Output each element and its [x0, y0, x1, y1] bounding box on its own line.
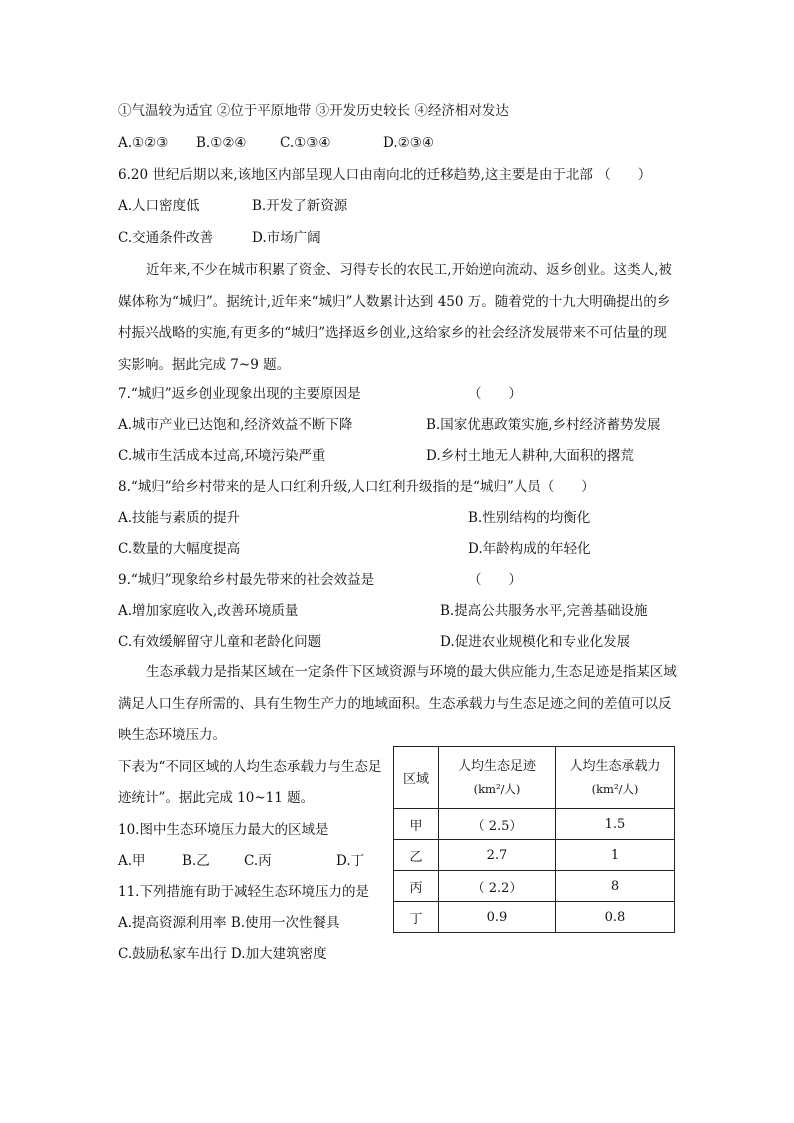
q8-stem: 8.“城归”给乡村带来的是人口红利升级,人口红利升级指的是“城归”人员（ ） — [118, 479, 595, 495]
q6-choice-c: C.交通条件改善 — [118, 230, 214, 246]
q9-stem-line — [118, 570, 678, 590]
cell-footprint: 0.9 — [439, 902, 556, 933]
q6-choice-a: A.人口密度低 — [118, 198, 200, 214]
header-footprint-unit: (km²/人) — [473, 781, 521, 796]
q9-choice-b: B.提高公共服务水平,完善基础设施 — [440, 603, 648, 619]
q7-stem-line — [118, 384, 678, 404]
q10-choice-b: B.乙 — [182, 853, 210, 869]
q7-stem: 7.“城归”返乡创业现象出现的主要原因是 — [118, 386, 361, 402]
q6-row2 — [118, 228, 678, 248]
passage-chenggui: 近年来,不少在城市积累了资金、习得专长的农民工,开始逆向流动、返乡创业。这类人,被媒体称为“城归”。据统计,近年来“城归”人数累计达到 450 万。随着党的十九大明确提出的乡村振兴战略的实施,有更多的“城归”选择返乡创业,这给家乡的社会经济发展带来不可估量的现实影响。据此完成 7~9 题。 — [118, 262, 672, 373]
q9-row2 — [118, 632, 678, 652]
q7-row2 — [118, 446, 678, 466]
q5-options-line: ①气温较为适宜 ②位于平原地带 ③开发历史较长 ④经济相对发达 — [118, 103, 509, 119]
header-footprint — [439, 747, 556, 809]
q7-choice-b: B.国家优惠政策实施,乡村经济蓄势发展 — [426, 417, 661, 433]
table-header-row — [394, 747, 675, 809]
cell-capacity: 0.8 — [556, 902, 675, 933]
cell-region: 丙 — [394, 871, 439, 902]
q5-choice-c: C.①③④ — [280, 135, 331, 151]
q9-choice-d: D.促进农业规模化和专业化发展 — [440, 634, 631, 650]
q9-choice-a: A.增加家庭收入,改善环境质量 — [118, 603, 299, 619]
q7-choice-d: D.乡村土地无人耕种,大面积的撂荒 — [426, 448, 634, 464]
passage-ecology: 生态承载力是指某区域在一定条件下区域资源与环境的最大供应能力,生态足迹是指某区域满足人口生存所需的、具有生物生产力的地域面积。生态承载力与生态足迹之间的差值可以反映生态环境压力。 — [118, 664, 677, 744]
table-row — [394, 809, 675, 840]
q6-stem: 6.20 世纪后期以来,该地区内部呈现人口由南向北的迁移趋势,这主要是由于北部 （ ） — [118, 167, 652, 183]
header-footprint-label: 人均生态足迹 — [457, 758, 536, 774]
q7-row1 — [118, 415, 678, 435]
cell-footprint: 2.7 — [439, 840, 556, 871]
ecology-table — [393, 746, 675, 933]
q6-choice-b: B.开发了新资源 — [252, 198, 348, 214]
cell-region: 甲 — [394, 809, 439, 840]
q5-choice-b: B.①②④ — [196, 135, 247, 151]
q8-choice-b: B.性别结构的均衡化 — [468, 510, 591, 526]
q10-choice-d: D.丁 — [336, 853, 365, 869]
q9-answer-paren: （ ） — [468, 572, 522, 588]
cell-region: 丁 — [394, 902, 439, 933]
table-row — [394, 871, 675, 902]
q11-choices-cd: C.鼓励私家车出行 D.加大建筑密度 — [118, 946, 327, 962]
q8-choice-d: D.年龄构成的年轻化 — [468, 541, 591, 557]
header-capacity-unit: (km²/人) — [591, 781, 639, 796]
table-row — [394, 840, 675, 871]
cell-footprint: （ 2.2） — [439, 871, 556, 902]
table-row — [394, 902, 675, 933]
q9-stem: 9.“城归”现象给乡村最先带来的社会效益是 — [118, 572, 375, 588]
q8-choice-c: C.数量的大幅度提高 — [118, 541, 241, 557]
q9-choice-c: C.有效缓解留守儿童和老龄化问题 — [118, 634, 322, 650]
q8-choice-a: A.技能与素质的提升 — [118, 510, 241, 526]
cell-footprint: （ 2.5） — [439, 809, 556, 840]
q6-choice-d: D.市场广阔 — [252, 230, 321, 246]
q7-answer-paren: （ ） — [468, 386, 522, 402]
q10-choice-a: A.甲 — [118, 853, 146, 869]
passage-ecology-wrap: 下表为“不同区域的人均生态承载力与生态足迹统计”。据此完成 10~11 题。 — [118, 759, 382, 806]
q5-choice-a: A.①②③ — [118, 135, 169, 151]
q10-choices — [118, 851, 388, 871]
cell-region: 乙 — [394, 840, 439, 871]
q10-stem: 10.图中生态环境压力最大的区域是 — [118, 822, 329, 838]
header-capacity-label: 人均生态承载力 — [569, 758, 661, 774]
q6-row1 — [118, 196, 678, 216]
q8-row2 — [118, 539, 678, 559]
cell-capacity: 8 — [556, 871, 675, 902]
cell-capacity: 1.5 — [556, 809, 675, 840]
q8-row1 — [118, 508, 678, 528]
q11-stem: 11.下列措施有助于减轻生态环境压力的是 — [118, 884, 369, 900]
q9-row1 — [118, 601, 678, 621]
header-capacity — [556, 747, 675, 809]
q5-choice-d: D.②③④ — [383, 135, 434, 151]
q7-choice-c: C.城市生活成本过高,环境污染严重 — [118, 448, 326, 464]
q5-choices — [118, 133, 678, 153]
header-region: 区域 — [394, 747, 439, 809]
cell-capacity: 1 — [556, 840, 675, 871]
q10-choice-c: C.丙 — [244, 853, 272, 869]
q7-choice-a: A.城市产业已达饱和,经济效益不断下降 — [118, 417, 353, 433]
q11-choices-ab: A.提高资源利用率 B.使用一次性餐具 — [118, 915, 340, 931]
